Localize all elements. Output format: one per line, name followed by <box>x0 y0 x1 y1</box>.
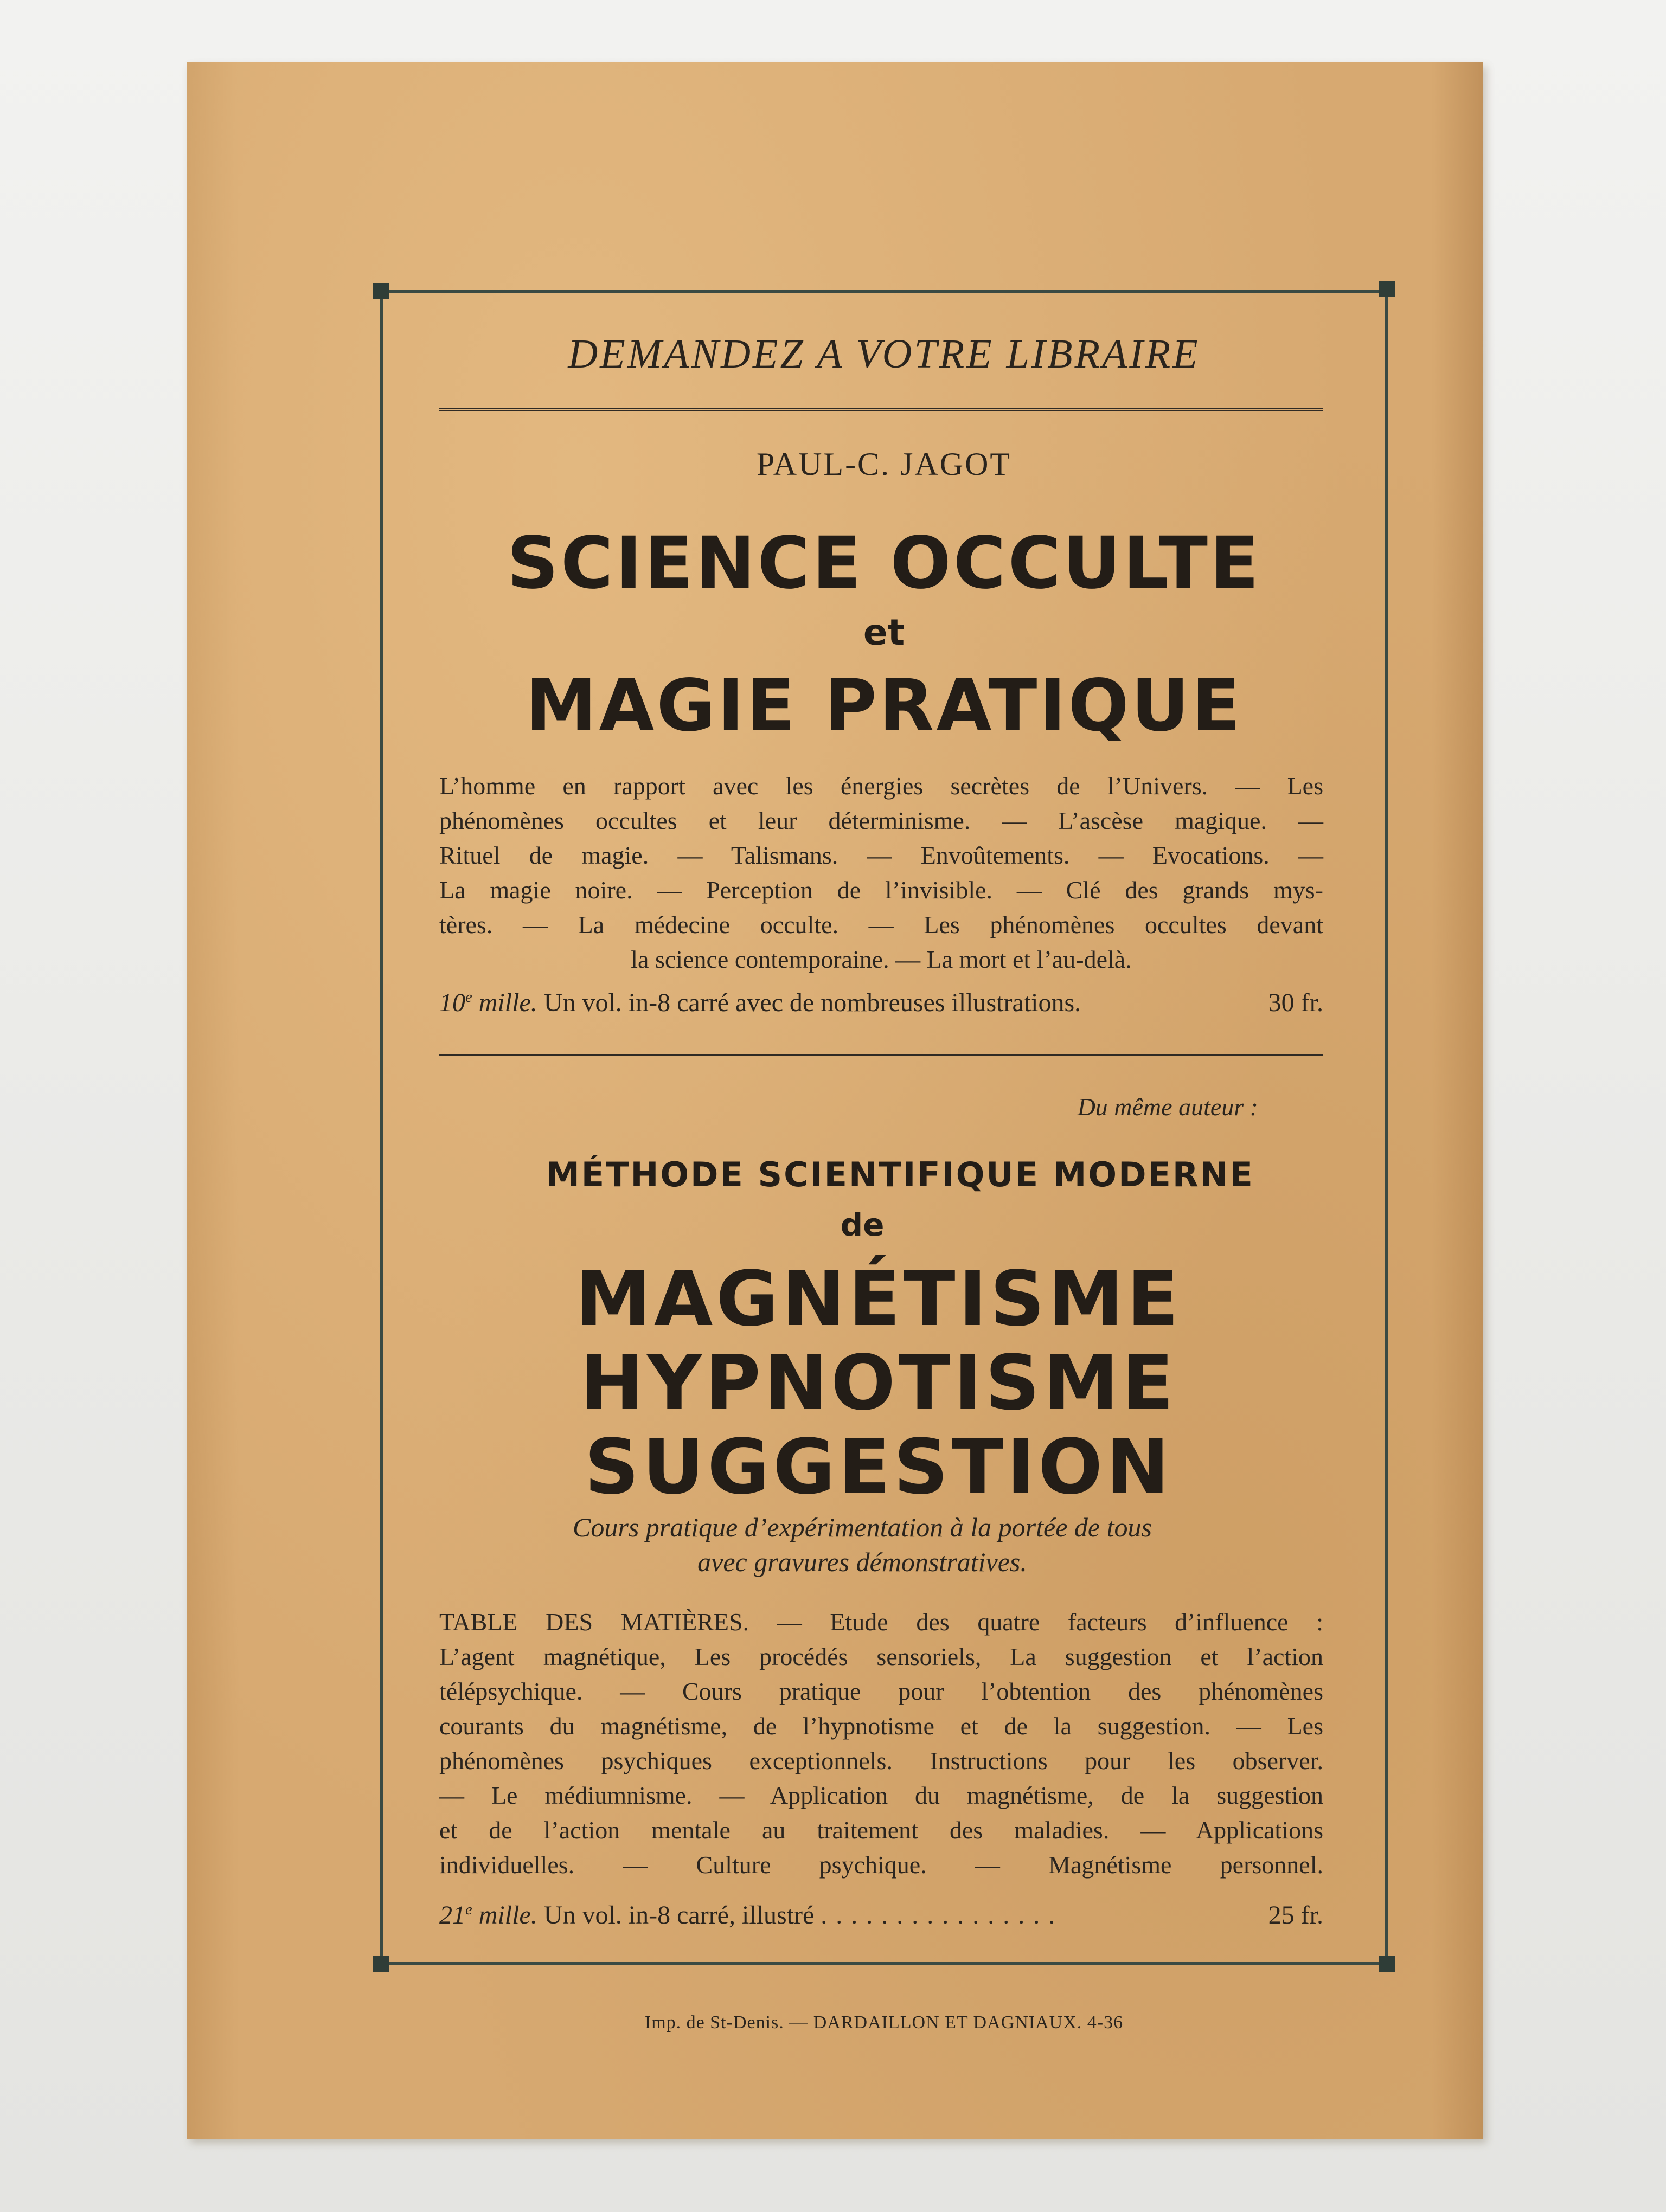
toc-line: et de l’action mentale au traitement des maladies. — Applications <box>439 1816 1323 1844</box>
book1-edition-word: mille. <box>478 988 537 1017</box>
header-rule <box>439 408 1323 411</box>
book2-tagline-line1: Cours pratique d’expérimentation à la portée de tous <box>573 1512 1152 1542</box>
toc-line: télépsychique. — Cours pratique pour l’obtention des phénomènes <box>439 1677 1323 1705</box>
book1-description <box>439 769 1323 977</box>
book1-author: PAUL-C. JAGOT <box>756 446 1012 482</box>
book1-description-line: phénomènes occultes et leur déterminisme. — L’ascèse magique. — <box>439 807 1323 834</box>
book2-title-line1: MAGNÉTISME <box>575 1255 1182 1343</box>
book1-edition-sup: e <box>465 988 472 1006</box>
book1-description-line: tères. — La médecine occulte. — Les phénomènes occultes devant <box>439 911 1323 938</box>
frame-corner-bottom-right <box>1379 1956 1395 1972</box>
book1-title-line2: MAGIE PRATIQUE <box>525 664 1243 748</box>
middle-rule <box>439 1054 1323 1057</box>
toc-line: individuelles. — Culture psychique. — Magnétisme personnel. <box>439 1851 1323 1879</box>
toc-line: courants du magnétisme, de l’hypnotisme et de la suggestion. — Les <box>439 1712 1323 1740</box>
book1-format: Un vol. in-8 carré avec de nombreuses illustrations. <box>543 988 1081 1017</box>
banner-text: DEMANDEZ A VOTRE LIBRAIRE <box>568 331 1200 377</box>
frame-corner-top-right <box>1379 281 1395 297</box>
book2-edition-number: 21 <box>439 1901 465 1930</box>
frame-corner-bottom-left <box>373 1956 389 1972</box>
book1-description-line: La magie noire. — Perception de l’invisible. — Clé des grands mys- <box>439 876 1323 904</box>
book1-description-line: Rituel de magie. — Talismans. — Envoûtements. — Evocations. — <box>439 841 1323 869</box>
book1-price-row <box>439 988 1323 1018</box>
book1-description-line: la science contemporaine. — La mort et l’au-delà. <box>631 946 1132 973</box>
book2-subtitle-line2: de <box>840 1206 885 1243</box>
book1-title-line1: SCIENCE OCCULTE <box>507 522 1261 605</box>
book1-title-conjunction: et <box>863 612 905 653</box>
book2-table-of-contents <box>439 1605 1323 1882</box>
toc-line: TABLE DES MATIÈRES. — Etude des quatre facteurs d’influence : <box>439 1608 1323 1636</box>
toc-line: — Le médiumnisme. — Application du magnétisme, de la suggestion <box>439 1782 1323 1809</box>
book2-format: Un vol. in-8 carré, illustré <box>543 1901 815 1930</box>
toc-line: phénomènes psychiques exceptionnels. Instructions pour les observer. <box>439 1747 1323 1774</box>
book2-tagline-line2: avec gravures démonstratives. <box>697 1547 1027 1577</box>
book1-price: 30 fr. <box>1268 988 1323 1017</box>
book2-title-line2: HYPNOTISME <box>580 1339 1177 1427</box>
same-author-label: Du même auteur : <box>1077 1093 1258 1121</box>
book1-description-line: L’homme en rapport avec les énergies secrètes de l’Univers. — Les <box>439 772 1323 800</box>
book1-edition-number: 10 <box>439 988 465 1017</box>
frame-corner-top-left <box>373 283 389 299</box>
book2-subtitle-line1: MÉTHODE SCIENTIFIQUE MODERNE <box>546 1155 1254 1194</box>
printer-imprint: Imp. de St-Denis. — DARDAILLON ET DAGNIAUX. 4-36 <box>644 2012 1124 2033</box>
price-leader-dots: . . . . . . . . . . . . . . . . <box>821 1901 1056 1930</box>
book2-edition-sup: e <box>465 1901 472 1918</box>
book2-price-row <box>439 1900 1323 1930</box>
book2-price: 25 fr. <box>1268 1901 1323 1930</box>
book2-title-line3: SUGGESTION <box>584 1423 1173 1512</box>
book2-edition-word: mille. <box>478 1901 537 1930</box>
toc-line: L’agent magnétique, Les procédés sensoriels, La suggestion et l’action <box>439 1643 1323 1670</box>
